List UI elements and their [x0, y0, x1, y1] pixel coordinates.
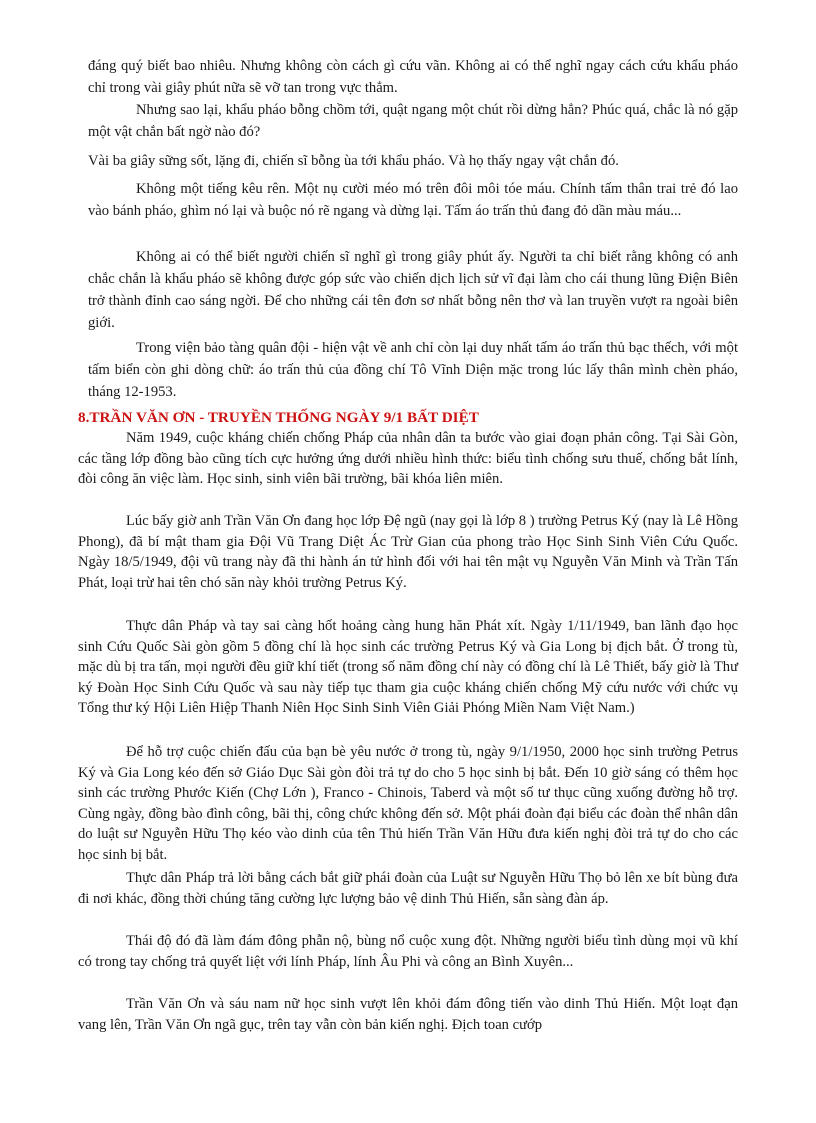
paragraph: Để hỗ trợ cuộc chiến đấu của bạn bè yêu nước ở trong tù, ngày 9/1/1950, 2000 học sinh trường Petrus Ký và Gia Long kéo đến sở Giáo Dục Sài gòn đòi trả tự do cho 5 học sinh bị bắt. Đến 10 giờ sáng có thêm học sinh các trường Phước Kiến (Chợ Lớn ), Franco - Chinois, Taberd và một số tư thục cũng xuống đường hỗ trợ. Cùng ngày, đồng bào đình công, bãi thị, công chức không đến sở. Một phái đoàn đại biểu các đoàn thể nhân dân do luật sư Nguyễn Hữu Thọ kéo vào dinh của tên Thủ hiến Trần Văn Hữu đưa kiến nghị đòi trả tự do cho các học sinh bị bắt.	[78, 744, 738, 863]
paragraph: Lúc bấy giờ anh Trần Văn Ơn đang học lớp Đệ ngũ (nay gọi là lớp 8 ) trường Petrus Ký (nay là Lê Hồng Phong), đã bí mật tham gia Đội Vũ Trang Diệt Ác Trừ Gian của phong trào Học Sinh Sinh Viên Cứu Quốc. Ngày 18/5/1949, đội vũ trang này đã thi hành án tử hình đối với hai tên mật vụ Nguyễn Văn Minh và Trần Tấn Phát, loại trừ hai tên chó săn này khỏi trường Petrus Ký.	[78, 513, 738, 591]
paragraph: Thái độ đó đã làm đám đông phẫn nộ, bùng nổ cuộc xung đột. Những người biểu tình dùng mọi vũ khí có trong tay chống trả quyết liệt với lính Pháp, lính Âu Phi và công an Bình Xuyên...	[78, 933, 738, 970]
paragraph: Nhưng sao lại, khẩu pháo bỗng chồm tới, quật ngang một chút rồi dừng hẳn? Phúc quá, chắc là nó gặp một vật chắn bất ngờ nào đó?	[88, 102, 738, 140]
paragraph: Không một tiếng kêu rên. Một nụ cười méo mó trên đôi môi tóe máu. Chính tấm thân trai trẻ đó lao vào bánh pháo, ghìm nó lại và buộc nó rẽ ngang và dừng lại. Tấm áo trấn thủ đang đỏ dần màu máu...	[88, 181, 738, 219]
paragraph: Thực dân Pháp và tay sai càng hốt hoảng càng hung hăn Phát xít. Ngày 1/11/1949, ban lãnh đạo học sinh Cứu Quốc Sài gòn gồm 5 đồng chí là học sinh các trường Petrus Ký và Gia Long bị địch bắt. Ở trong tù, mặc dù bị tra tấn, mọi người đều giữ khí tiết (trong số năm đồng chí này có đồng chí là Lê Thiết, bấy giờ là Thư ký Đoàn Học Sinh Cứu Quốc và sau này tiếp tục tham gia cuộc kháng chiến chống Mỹ cứu nước với chức vụ Tổng thư ký Hội Liên Hiệp Thanh Niên Học Sinh Sinh Viên Giải Phóng Miền Nam Việt Nam.)	[78, 618, 738, 717]
paragraph: Không ai có thể biết người chiến sĩ nghĩ gì trong giây phút ấy. Người ta chỉ biết rằng không có anh chắc chắn là khẩu pháo sẽ không được góp sức vào chiến dịch lịch sử vĩ đại làm cho cái thung lũng Điện Biên trở thành đỉnh cao sáng ngời. Để cho những cái tên đơn sơ nhất bỗng nên thơ và lan truyền vượt ra ngoài biên giới.	[88, 249, 738, 331]
section-heading: 8.TRẦN VĂN ƠN - TRUYỀN THỐNG NGÀY 9/1 BẤT DIỆT	[78, 409, 479, 426]
paragraph: Năm 1949, cuộc kháng chiến chống Pháp của nhân dân ta bước vào giai đoạn phản công. Tại Sài Gòn, các tầng lớp đồng bào cũng tích cực hưởng ứng dưới nhiều hình thức: biểu tình chống sưu thuế, chống bắt lính, đòi công ăn việc làm. Học sinh, sinh viên bãi trường, bãi khóa liên miên.	[78, 430, 738, 488]
paragraph: đáng quý biết bao nhiêu. Nhưng không còn cách gì cứu vãn. Không ai có thể nghĩ ngay cách cứu khẩu pháo chỉ trong vài giây phút nữa sẽ vỡ tan trong vực thẳm.	[88, 58, 738, 96]
paragraph: Vài ba giây sững sốt, lặng đi, chiến sĩ bỗng ùa tới khẩu pháo. Và họ thấy ngay vật chắn đó.	[88, 153, 619, 169]
paragraph: Trong viện bảo tàng quân đội - hiện vật về anh chỉ còn lại duy nhất tấm áo trấn thủ bạc thếch, với một tấm biển còn ghi dòng chữ: áo trấn thủ của đồng chí Tô Vĩnh Diện mặc trong lúc lấy thân mình chèn pháo, tháng 12-1953.	[88, 340, 738, 400]
paragraph: Trần Văn Ơn và sáu nam nữ học sinh vượt lên khỏi đám đông tiến vào dinh Thủ Hiến. Một loạt đạn vang lên, Trần Văn Ơn ngã gục, trên tay vẫn còn bản kiến nghị. Địch toan cướp	[78, 996, 738, 1033]
paragraph: Thực dân Pháp trả lời bằng cách bắt giữ phái đoàn của Luật sư Nguyễn Hữu Thọ bỏ lên xe bít bùng đưa đi nơi khác, đồng thời chúng tăng cường lực lượng bảo vệ dinh Thủ Hiến, sẵn sàng đàn áp.	[78, 870, 738, 907]
